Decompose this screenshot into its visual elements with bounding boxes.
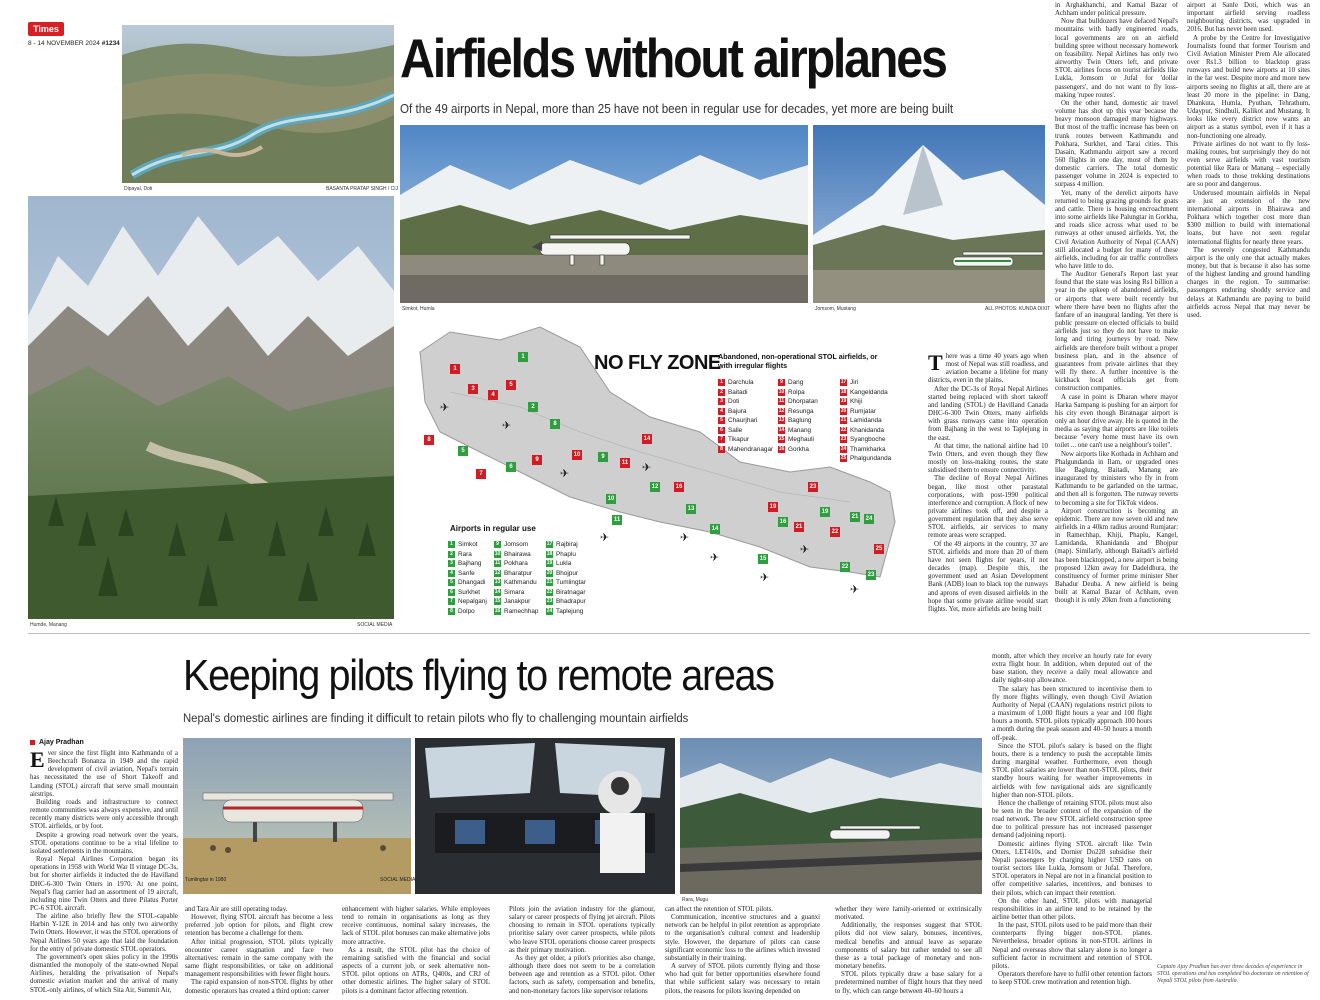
abandoned-airfield-13 bbox=[778, 416, 818, 426]
regular-airport-21 bbox=[546, 578, 586, 588]
top-body-col-3 bbox=[1187, 2, 1310, 612]
top-headline: Airfields without airplanes bbox=[400, 27, 946, 89]
credit-tumlingtar: SOCIAL MEDIA bbox=[380, 877, 416, 883]
body-paragraph: The rapid expansion of non-STOL flights by other domestic operators has created a third option: career bbox=[185, 979, 333, 995]
regular-airport-number: 10 bbox=[494, 550, 501, 557]
body-paragraph: The airline also briefly flew the STOL-capable Harbin Y-12E in 2014 and has only two airworthy Twin Otters. However, it was the STOL operations of Nepal Airlines 50 years ago that laid the foundation for the entry of private domestic STOL operators. bbox=[30, 913, 178, 953]
body-paragraph: can affect the retention of STOL pilots. bbox=[665, 906, 773, 913]
abandoned-airfield-label: Rumjatar bbox=[850, 407, 876, 415]
regular-airport-3 bbox=[448, 559, 487, 569]
regular-legend-col-1 bbox=[448, 540, 487, 616]
body-paragraph: and Tara Air are still operating today. bbox=[185, 906, 288, 913]
plane-icon: ✈ bbox=[440, 401, 450, 414]
map-marker-green-6: 6 bbox=[506, 462, 516, 472]
body-paragraph: whether they were family-oriented or extrinsically motivated. bbox=[835, 906, 982, 922]
abandoned-airfield-22 bbox=[840, 426, 891, 436]
regular-airport-number: 9 bbox=[494, 541, 501, 548]
map-marker-green-21: 21 bbox=[851, 514, 859, 520]
abandoned-airfield-label: Mahendranagar bbox=[728, 445, 774, 453]
body-paragraph: Communication, incentive structures and a guanxi network can be helpful in pilot retention as appropriate to the organisation's cultural context and leadership style. However, the departure of pilots can cause significant economic loss to the airlines which invested substantially in their training. bbox=[665, 914, 820, 962]
body-paragraph: On the other hand, domestic air travel volume has shot up this year because the heavy monsoon damaged many highways. But most of the traffic increase has been on trunk routes between Kathmandu and Pokhara, Surkhet, and Tarai cities. This Dasain, Kathmandu airport saw a record 560 flights in one day, most of them by domestic carriers. The total domestic passenger volume in 2024 is expected to surpass 4 million. bbox=[1055, 99, 1178, 189]
body-paragraph-rest: ver since the first flight into Kathmandu of a Beechcraft Bonanza in 1949 and the rapid development of civil aviation, Nepal's terrain has necessitated the use of Short Takeoff and Landing (STOL) aircraft that serve small mountain airstrips. bbox=[30, 750, 178, 798]
abandoned-airfield-number: 8 bbox=[718, 446, 725, 453]
abandoned-airfield-6 bbox=[718, 426, 773, 436]
map-marker-green-13: 13 bbox=[687, 506, 695, 512]
map-marker-red-5: 5 bbox=[506, 380, 516, 390]
byline-marker-icon bbox=[30, 740, 35, 745]
abandoned-airfield-label: Tikapur bbox=[728, 436, 750, 443]
credit-dipayal: BASANTA PRATAP SINGH / CIJ bbox=[326, 186, 399, 192]
abandoned-airfield-label: Phalgundanda bbox=[850, 455, 892, 462]
photo-rara bbox=[680, 738, 982, 894]
map-marker-red-23: 23 bbox=[809, 484, 817, 490]
regular-airport-7 bbox=[448, 597, 487, 607]
regular-airport-24 bbox=[546, 607, 586, 617]
times-logo: Times bbox=[28, 22, 64, 36]
abandoned-airfield-number: 25 bbox=[840, 455, 847, 462]
regular-airport-label: Pokhara bbox=[504, 560, 528, 567]
bottom-body-col-5 bbox=[665, 906, 820, 996]
regular-airport-number: 8 bbox=[448, 608, 455, 615]
caption-jomsom: Jomsom, Mustang bbox=[815, 306, 856, 312]
abandoned-airfield-label: Syangboche bbox=[850, 436, 886, 443]
photo-humde bbox=[28, 196, 394, 619]
abandoned-airfield-7 bbox=[718, 435, 773, 445]
map-marker-green-12: 12 bbox=[651, 484, 659, 490]
regular-airport-label: Janakpur bbox=[504, 598, 531, 605]
abandoned-airfield-17 bbox=[840, 378, 891, 388]
photo-cockpit bbox=[415, 738, 675, 894]
bottom-body-col-2 bbox=[185, 906, 333, 996]
abandoned-airfield-label: Darchula bbox=[728, 379, 754, 386]
regular-airport-label: Phaplu bbox=[556, 550, 576, 558]
regular-airport-1 bbox=[448, 540, 487, 550]
regular-airport-number: 5 bbox=[448, 579, 455, 586]
regular-airport-label: Lukla bbox=[556, 560, 572, 567]
abandoned-airfield-label: Salle bbox=[728, 426, 743, 434]
body-paragraph bbox=[928, 353, 1048, 386]
map-marker-green-8: 8 bbox=[550, 419, 560, 429]
abandoned-airfield-label: Manang bbox=[788, 426, 812, 434]
abandoned-legend-col-1 bbox=[718, 378, 773, 454]
abandoned-airfield-label: Chaurjhari bbox=[728, 417, 758, 424]
section-divider bbox=[28, 633, 1310, 634]
regular-airport-label: Bhairawa bbox=[504, 550, 531, 558]
abandoned-airfield-4 bbox=[718, 407, 773, 417]
regular-airport-label: Surkhet bbox=[458, 588, 481, 596]
abandoned-airfield-number: 18 bbox=[840, 388, 847, 395]
regular-airport-label: Dolpo bbox=[458, 607, 475, 615]
regular-legend-col-2 bbox=[494, 540, 538, 616]
plane-icon: ✈ bbox=[502, 419, 512, 432]
abandoned-airfield-number: 21 bbox=[840, 417, 847, 424]
map-marker-red-7: 7 bbox=[476, 469, 486, 479]
abandoned-airfield-label: Khiji bbox=[850, 398, 863, 405]
regular-airport-11 bbox=[494, 559, 538, 569]
issue-date: 8 - 14 NOVEMBER 2024 bbox=[28, 40, 100, 47]
regular-airport-label: Simara bbox=[504, 588, 525, 596]
drop-cap: E bbox=[30, 750, 45, 772]
regular-airport-number: 23 bbox=[546, 598, 553, 605]
issue-number: #1234 bbox=[101, 40, 120, 47]
abandoned-airfield-label: Jiri bbox=[850, 379, 859, 386]
photo-dipayal bbox=[122, 25, 394, 183]
regular-airport-label: Sanfe bbox=[458, 569, 475, 577]
abandoned-airfield-label: Baglung bbox=[788, 417, 812, 424]
body-paragraph: Of the 49 airports in the country, 37 are STOL airfields and more than 20 of them have not seen flights for years, if not decades (map). Despite this, the government used an Asian Development Bank (ADB) loan to black top the runways and aprons of even disused airfields in the hope that some private airline would start flights. Yet, more airfields are being built bbox=[928, 540, 1048, 613]
map-marker-red-3: 3 bbox=[468, 384, 478, 394]
map-marker-green-1: 1 bbox=[518, 352, 528, 362]
regular-airport-20 bbox=[546, 569, 586, 579]
body-paragraph: In the past, STOL pilots used to be paid more than their counterparts flying bigger non-STOL planes. Nevertheless, broader options in non-STOL airlines in Nepal and overseas show that salary alone is no longer a sufficient factor in recruitment and retention of STOL pilots. bbox=[992, 922, 1152, 970]
abandoned-airfield-12 bbox=[778, 407, 818, 417]
abandoned-airfield-number: 15 bbox=[778, 436, 785, 443]
bottom-body-col-8 bbox=[1157, 653, 1313, 958]
byline-name: Ajay Pradhan bbox=[39, 739, 84, 746]
body-paragraph: Additionally, the responses suggest that STOL pilots did not view salary, bonuses, incentives, medical benefits and annual leave as separate components of salary but rather tended to see all these as a total package of monetary and non-monetary benefits. bbox=[835, 922, 982, 971]
abandoned-airfield-1 bbox=[718, 378, 773, 388]
regular-airport-label: Simkot bbox=[458, 541, 478, 548]
plane-icon: ✈ bbox=[850, 583, 860, 596]
abandoned-airfield-5 bbox=[718, 416, 773, 426]
body-paragraph: Operators therefore have to fulfil other retention factors to keep STOL crew motivation and retention high. bbox=[992, 971, 1152, 987]
abandoned-airfield-number: 3 bbox=[718, 398, 725, 405]
map-marker-red-9: 9 bbox=[532, 455, 542, 465]
abandoned-airfield-8 bbox=[718, 445, 773, 455]
abandoned-airfield-25 bbox=[840, 454, 891, 464]
regular-legend-col-3 bbox=[546, 540, 586, 616]
regular-airport-number: 21 bbox=[546, 579, 553, 586]
abandoned-airfield-label: Doti bbox=[728, 398, 740, 405]
body-paragraph: New airports like Kothada in Achham and Phalgundanda in Ilam, or upgraded ones like Baglung, Baitadi, Manang are inaugurated by ministers who fly in from Kathmandu to be garlanded on the tarmac, and then all is forgotten. The runway reverts to becoming a site for TikTok videos. bbox=[1055, 450, 1178, 507]
body-paragraph: Airport construction is becoming an epidemic. There are now seven old and new airfields in a 40km radius around Rumjatar: in Ramechhap, Khiji, Phaplu, Kangel, Lamidanda, Khanidanda and Bhojpur (map). Similarly, although Baitadi's airfield has been blacktopped, a new airport is being proposed 12km away for Dadeldhura, the constituency of former prime minister Sher Bahadur Deuba. A new airfield is being built at Kamal Bazar of Achham, even though it is only 20km from a functioning bbox=[1055, 507, 1178, 605]
abandoned-airfield-label: Meghauli bbox=[788, 436, 814, 443]
regular-airport-label: Rajbiraj bbox=[556, 541, 578, 548]
map-marker-red-1: 1 bbox=[450, 364, 460, 374]
abandoned-airfield-20 bbox=[840, 407, 891, 417]
map-marker-green-15: 15 bbox=[759, 556, 767, 562]
body-paragraph: Underused mountain airfields in Nepal are just an extension of the new international airports in Bhairawa and Pokhara which together cost more than $300 million to build with international loans, but have not seen regular international flights for nearly three years. bbox=[1187, 189, 1310, 246]
abandoned-legend-col-2 bbox=[778, 378, 818, 454]
bottom-standfirst: Nepal's domestic airlines are finding it difficult to retain pilots who fly to challenging mountain airfields bbox=[183, 711, 689, 725]
map-marker-red-21: 21 bbox=[795, 524, 803, 530]
abandoned-airfield-number: 12 bbox=[778, 407, 785, 414]
map-marker-green-10: 10 bbox=[607, 496, 615, 502]
regular-airport-number: 4 bbox=[448, 570, 455, 577]
abandoned-airfield-label: Lamidanda bbox=[850, 417, 882, 424]
body-paragraph: However, flying STOL aircraft has become a less preferred job option for pilots, and flight crew retention has become a challenge for them. bbox=[185, 914, 333, 938]
regular-airport-6 bbox=[448, 588, 487, 598]
bottom-body-col-3 bbox=[342, 906, 490, 996]
map-marker-red-16: 16 bbox=[675, 484, 683, 490]
abandoned-airfield-number: 9 bbox=[778, 379, 785, 386]
body-paragraph bbox=[30, 750, 178, 799]
caption-dipayal: Dipayal, Doti bbox=[124, 186, 153, 192]
regular-airport-number: 20 bbox=[546, 569, 553, 576]
map-marker-green-11: 11 bbox=[613, 517, 621, 523]
photo-tumlingtar bbox=[183, 738, 411, 894]
regular-airport-label: Bharatpur bbox=[504, 569, 533, 577]
abandoned-airfield-number: 17 bbox=[840, 379, 847, 386]
abandoned-airfield-24 bbox=[840, 445, 891, 455]
map-marker-green-2: 2 bbox=[528, 402, 538, 412]
abandoned-airfield-number: 13 bbox=[778, 417, 785, 424]
body-paragraph: The decline of Royal Nepal Airlines began, like most other parastatal corporations, with post-1990 political interference and corruption. A flock of new private airlines took off, and despite a government regulation that they also serve STOL airfields, air services to many remote areas were scrapped. bbox=[928, 475, 1048, 540]
abandoned-airfield-9 bbox=[778, 378, 818, 388]
regular-airport-number: 18 bbox=[546, 550, 553, 557]
credit-jomsom: ALL PHOTOS: KUNDA DIXIT bbox=[985, 306, 1051, 312]
abandoned-airfield-number: 14 bbox=[778, 426, 785, 433]
abandoned-airfield-label: Kangeldanda bbox=[850, 388, 888, 396]
map-abandoned-title: Abandoned, non-operational STOL airfields, or with irregular flights bbox=[718, 352, 878, 370]
regular-airport-18 bbox=[546, 550, 586, 560]
body-paragraph: month, after which they receive an hourly rate for every extra flight hour. In addition, when deputed out of the base station, they receive a daily meal allowance and daily night-stop allowance. bbox=[992, 653, 1152, 685]
abandoned-airfield-15 bbox=[778, 435, 818, 445]
regular-airport-5 bbox=[448, 578, 487, 588]
regular-airport-label: Jomsom bbox=[504, 541, 529, 548]
regular-legend-title: Airports in regular use bbox=[450, 524, 536, 533]
abandoned-airfield-label: Gorkha bbox=[788, 445, 809, 453]
map-marker-green-14: 14 bbox=[711, 526, 719, 532]
map-title: NO FLY ZONE bbox=[594, 352, 721, 374]
body-paragraph: After initial progression, STOL pilots typically encounter career stagnation and face two alternatives: remain in the same company with the same flight responsibilities, or take on additional management responsibilities with fewer flight hours. bbox=[185, 938, 333, 979]
drop-cap: T bbox=[928, 353, 943, 375]
body-paragraph: Despite a growing road network over the years, STOL operations continue to be a vital lifeline to isolated settlements in the mountains. bbox=[30, 831, 178, 855]
abandoned-airfield-number: 4 bbox=[718, 408, 725, 415]
abandoned-airfield-label: Bajura bbox=[728, 407, 747, 415]
regular-airport-label: Taplejung bbox=[556, 607, 584, 615]
caption-rara: Rara, Mugu bbox=[682, 897, 709, 903]
abandoned-airfield-label: Khanidanda bbox=[850, 426, 885, 434]
abandoned-airfield-label: Baitadi bbox=[728, 388, 748, 396]
map-marker-red-4: 4 bbox=[488, 390, 498, 400]
top-standfirst: Of the 49 airports in Nepal, more than 25 have not been in regular use for decades, yet more are being built bbox=[400, 102, 954, 116]
map-marker-green-5: 5 bbox=[458, 446, 468, 456]
regular-airport-13 bbox=[494, 578, 538, 588]
regular-airport-number: 24 bbox=[546, 607, 553, 614]
bottom-body-col-4 bbox=[509, 906, 655, 996]
map-marker-red-19: 19 bbox=[769, 504, 777, 510]
map-marker-green-19: 19 bbox=[821, 509, 829, 515]
abandoned-airfield-10 bbox=[778, 388, 818, 398]
abandoned-airfield-label: Resunga bbox=[788, 407, 814, 415]
abandoned-airfield-14 bbox=[778, 426, 818, 436]
body-paragraph: The government's open skies policy in the 1990s dismantled the monopoly of the state-owned Nepal Airlines, heralding the privatisation of Nepal's domestic aviation market and the arrival of many STOL-only airlines, of which Sita Air, Summit Air, bbox=[30, 953, 178, 994]
caption-humde: Humde, Manang bbox=[30, 622, 67, 628]
regular-airport-19 bbox=[546, 559, 586, 569]
regular-airport-number: 16 bbox=[494, 607, 501, 614]
body-paragraph-rest: here was a time 40 years ago when most of Nepal was still roadless, and aviation became a lifeline for many districts, even in the plains. bbox=[928, 353, 1048, 385]
abandoned-airfield-19 bbox=[840, 397, 891, 407]
regular-airport-number: 3 bbox=[448, 560, 455, 567]
body-paragraph: On the other hand, STOL pilots with managerial responsibilities in an airline tend to be retained by the airline better than other pilots. bbox=[992, 897, 1152, 921]
abandoned-airfield-number: 22 bbox=[840, 426, 847, 433]
abandoned-airfield-number: 19 bbox=[840, 398, 847, 405]
abandoned-airfield-11 bbox=[778, 397, 818, 407]
abandoned-airfield-number: 16 bbox=[778, 445, 785, 452]
map-marker-green-23: 23 bbox=[867, 572, 875, 578]
abandoned-airfield-3 bbox=[718, 397, 773, 407]
regular-airport-label: Rara bbox=[458, 550, 472, 558]
regular-airport-2 bbox=[448, 550, 487, 560]
bottom-headline: Keeping pilots flying to remote areas bbox=[183, 651, 774, 700]
body-paragraph: Now that bulldozers have defaced Nepal's mountains with badly engineered roads, local governments are on an airfield building spree without necessary homework on feasibility. Nepal Airlines has only two airworthy Twin Otters left, and private STOL airlines focus on tourist airfields like Lukla, Jomsom or Jufal for 'dollar passengers', and do not want to fly loss-making 'rupee routes'. bbox=[1055, 18, 1178, 99]
abandoned-airfield-label: Thamkharka bbox=[850, 445, 886, 453]
body-paragraph: The salary has been structured to incentivise them to fly more flights willingly, even though Civil Aviation Authority of Nepal (CAAN) regulations restrict pilots to a maximum of 1,000 flight hours a year and 100 flight hours a month. STOL pilots typically approach 100 hours a month during the peak season and 40–50 hours a month off-peak. bbox=[992, 685, 1152, 742]
body-paragraph: At that time, the national airline had 10 Twin Otters, and even though they flew mostly on loss-making routes, the state subsidised them to ensure connectivity. bbox=[928, 442, 1048, 475]
body-paragraph: Yet, many of the derelict airports have returned to being grazing grounds for goats and cattle. There is housing encroachment into some airfields like Palungtar in Gorkha, and roads slice across what used to be runways at other unused airfields. Yet, the Civil Aviation Authority of Nepal (CAAN) still allocated a budget for many of these airfields, including for air traffic controllers who have little to do. bbox=[1055, 189, 1178, 270]
bottom-body-col-7 bbox=[992, 653, 1152, 998]
caption-tumlingtar: Tumlingtar in 1980 bbox=[185, 877, 227, 883]
body-paragraph: As they get older, a pilot's priorities also change, although there does not seem to be a correlation between age and retention as a STOL pilot. Other factors, such as safety, compensation and benefits, and non-monetary factors like supervisor relations bbox=[509, 954, 655, 995]
plane-icon: ✈ bbox=[680, 531, 690, 544]
plane-icon: ✈ bbox=[760, 571, 770, 584]
body-paragraph: As a result, the STOL pilot has the choice of remaining satisfied with the financial and social aspects of a current job, or seek alternative non-STOL pilot options on ATRs, Q400s, and CRJ of other domestic airlines. The higher salary of STOL pilots is a dominant factor affecting retention. bbox=[342, 946, 490, 995]
map-marker-green-16: 16 bbox=[779, 519, 787, 525]
photo-simkot bbox=[400, 125, 808, 303]
regular-airport-number: 15 bbox=[494, 598, 501, 605]
map-marker-red-22: 22 bbox=[831, 529, 839, 535]
abandoned-airfield-label: Dang bbox=[788, 379, 804, 386]
abandoned-airfield-21 bbox=[840, 416, 891, 426]
body-paragraph: enhancement with higher salaries. While employees tend to remain in organisations as long as they receive continuous, nominal salary increases, the lack of STOL pilot bonuses can make alternative jobs more attractive. bbox=[342, 906, 490, 946]
plane-icon: ✈ bbox=[642, 461, 652, 474]
abandoned-airfield-16 bbox=[778, 445, 818, 455]
author-bio: Captain Ajay Pradhan has over three decades of experience in STOL operations and has completed his doctorate on retention of Nepali STOL pilots from Australia. bbox=[1157, 964, 1309, 984]
body-paragraph: Royal Nepal Airlines Corporation began its operations in 1958 with World War II vintage DC-3s, but for shorter airfields it inducted the de Havilland DHC-6-300 Twin Otters in 1970. At one point, Nepal's flag carrier had an assortment of 19 aircraft, including nine Twin Otters and three Pilatus Porter PC-6 STOL aircraft. bbox=[30, 856, 178, 912]
regular-airport-number: 11 bbox=[494, 560, 501, 567]
top-body-col-2 bbox=[1055, 2, 1178, 612]
body-paragraph: The Auditor General's Report last year found that the state was losing Rs1 billion a year in the upkeep of abandoned airfields, or airports that were built recently but where there have been no flights after the fanfare of an inaugural landing. Yet there is public pressure on elected officials to build airfields just so they do not have to make long and tiring journeys by road. New airfields are therefore built without a proper business plan, and in the absence of guarantees from private airlines that they will fly there. A further incentive is the kickback local officials get from construction companies. bbox=[1055, 271, 1178, 393]
abandoned-airfield-number: 6 bbox=[718, 427, 725, 434]
map-marker-red-11: 11 bbox=[621, 460, 629, 466]
body-paragraph: airport at Sanfe Doti, which was an important airfield serving roadless neighbouring districts, was upgraded in 2016. But has never been used. bbox=[1187, 2, 1310, 34]
regular-airport-15 bbox=[494, 597, 538, 607]
regular-airport-17 bbox=[546, 540, 586, 550]
map-marker-red-25: 25 bbox=[875, 546, 883, 552]
regular-airport-number: 14 bbox=[494, 588, 501, 595]
body-paragraph: A probe by the Centre for Investigative Journalists found that former Tourism and Civil Aviation Minister Prem Ale allocated over Rs1.3 billion to blacktop grass runways and build new airports at 10 sites in the far west. Despite more and more new airports seeing no flights at all, there are at least 20 more in the pipeline: in Dang, Dhankuta, Humla, Pyuthan, Tehrathum, Udaypur, Sindhuli, Kalikot and Mustang. It looks like every district now wants an airport as a status symbol, even if it has a non-functioning one already. bbox=[1187, 34, 1310, 140]
body-paragraph: Building roads and infrastructure to connect remote communities was always expensive, and until recently many districts were only accessible through STOL airfields, or by foot. bbox=[30, 798, 178, 831]
abandoned-airfield-number: 24 bbox=[840, 445, 847, 452]
abandoned-airfield-number: 7 bbox=[718, 436, 725, 443]
body-paragraph: A survey of STOL pilots currently flying and those who had quit for better opportunities elsewhere found that while sufficient salary was necessary to retain pilots, the reasons for pilots leaving depended on bbox=[665, 963, 820, 995]
bottom-body-col-6 bbox=[835, 906, 982, 996]
body-paragraph: Hence the challenge of retaining STOL pilots must also be seen in the broader context of the expansion of the road network. The new STOL airfield construction spree due to political pressure has not increased passenger demand (adjoining report). bbox=[992, 799, 1152, 840]
regular-airport-number: 22 bbox=[546, 588, 553, 595]
regular-airport-label: Dhangadi bbox=[458, 579, 486, 586]
abandoned-airfield-label: Rolpa bbox=[788, 388, 805, 396]
abandoned-airfield-label: Dhorpatan bbox=[788, 398, 818, 405]
regular-airport-16 bbox=[494, 607, 538, 617]
regular-airport-number: 1 bbox=[448, 541, 455, 548]
regular-airport-23 bbox=[546, 597, 586, 607]
plane-icon: ✈ bbox=[800, 543, 810, 556]
abandoned-airfield-number: 5 bbox=[718, 417, 725, 424]
body-paragraph: The severely congested Kathmandu airport is the only one that actually makes money, but that is because it also has some of the highest landing and ground handling charges in the region. To summarise: passengers enduring shoddy service and delays at Kathmandu are paying to build airfields across Nepal that may never be used. bbox=[1187, 246, 1310, 319]
map-marker-red-10: 10 bbox=[573, 452, 581, 458]
body-paragraph: STOL pilots typically draw a base salary for a predetermined number of flight hours that they need to fly, which can range between 40–60 hours a bbox=[835, 971, 982, 995]
regular-airport-label: Biratnagar bbox=[556, 588, 586, 596]
abandoned-airfield-number: 1 bbox=[718, 379, 725, 386]
regular-airport-label: Bhojpur bbox=[556, 569, 579, 577]
body-paragraph: in Arghakhanchi, and Kamal Bazar of Achham under political pressure. bbox=[1055, 2, 1178, 18]
bottom-body-col-1 bbox=[30, 750, 178, 996]
map-marker-red-8: 8 bbox=[424, 435, 434, 445]
abandoned-airfield-number: 2 bbox=[718, 389, 725, 396]
plane-icon: ✈ bbox=[710, 551, 720, 564]
top-body-col-1 bbox=[928, 353, 1048, 617]
regular-airport-8 bbox=[448, 607, 487, 617]
body-paragraph: Domestic airlines flying STOL aircraft like Twin Otters, LET410s, and Dornier Do228 subsidise their Nepali passengers by charging higher USD rates on tourist sectors like Lukla, Jomsom or Jufal. Therefore, STOL operators in Nepal are not in a financial position to offer competitive salaries, incentives, and bonuses to their pilots, which can impact their retention. bbox=[992, 840, 1152, 897]
map-marker-green-22: 22 bbox=[841, 564, 849, 570]
regular-airport-number: 13 bbox=[494, 579, 501, 586]
body-paragraph: Since the STOL pilot's salary is based on the flight hours, there is a tendency to push the acceptable limits during marginal weather. Furthermore, even though STOL pilot salaries are lower than non-STOL pilots, their standby hours waiting for weather improvements in airfields with few navigational aids are significantly higher than non-STOL pilots. bbox=[992, 742, 1152, 799]
map-marker-green-9: 9 bbox=[598, 452, 608, 462]
regular-airport-22 bbox=[546, 588, 586, 598]
regular-airport-label: Bhadrapur bbox=[556, 598, 586, 605]
regular-airport-label: Ramechhap bbox=[504, 607, 539, 615]
regular-airport-label: Nepalganj bbox=[458, 598, 487, 605]
body-paragraph: A case in point is Dharan where mayor Harka Sampang is pushing for an airport for his city even though Biratnagar airport is only an hour drive away. He is quoted in the media as saying that airports are like toilets because "every home must have its own toilet ... one can't use a neighbour's toilet". bbox=[1055, 393, 1178, 450]
regular-airport-number: 7 bbox=[448, 598, 455, 605]
plane-icon: ✈ bbox=[560, 467, 570, 480]
issue-info bbox=[28, 40, 120, 47]
regular-airport-10 bbox=[494, 550, 538, 560]
regular-airport-label: Bajhang bbox=[458, 560, 482, 567]
regular-airport-9 bbox=[494, 540, 538, 550]
regular-airport-label: Tumlingtar bbox=[556, 579, 586, 586]
plane-icon: ✈ bbox=[600, 531, 610, 544]
regular-airport-14 bbox=[494, 588, 538, 598]
regular-airport-number: 2 bbox=[448, 551, 455, 558]
abandoned-airfield-number: 20 bbox=[840, 407, 847, 414]
regular-airport-number: 12 bbox=[494, 569, 501, 576]
map-marker-green-24: 24 bbox=[865, 516, 873, 522]
abandoned-airfield-23 bbox=[840, 435, 891, 445]
caption-simkot: Simkot, Humla bbox=[402, 306, 435, 312]
body-paragraph: Private airlines do not want to fly loss-making routes, but surprisingly they do not even serve airfields with vast tourism potential like Rara or Manang – especially when roads to those trekking destinations are so poor and dangerous. bbox=[1187, 140, 1310, 189]
abandoned-airfield-number: 11 bbox=[778, 398, 785, 405]
regular-airport-label: Kathmandu bbox=[504, 579, 537, 586]
regular-airport-12 bbox=[494, 569, 538, 579]
photo-jomsom bbox=[813, 125, 1045, 303]
regular-airport-4 bbox=[448, 569, 487, 579]
body-paragraph: Pilots join the aviation industry for the glamour, salary or career prospects of flying jet aircraft. Pilots choosing to remain in STOL operations typically prioritise salary over career prospects, while pilots who leave STOL operations choose career prospects as their primary motivation. bbox=[509, 906, 655, 954]
abandoned-airfield-number: 23 bbox=[840, 436, 847, 443]
map-marker-red-14: 14 bbox=[643, 436, 651, 442]
abandoned-airfield-number: 10 bbox=[778, 388, 785, 395]
regular-airport-number: 19 bbox=[546, 560, 553, 567]
abandoned-airfield-2 bbox=[718, 388, 773, 398]
byline bbox=[30, 739, 84, 746]
body-paragraph: After the DC-3s of Royal Nepal Airlines started being replaced with short takeoff and landing (STOL) de Havilland Canada DHC-6-300 Twin Otters, many airfields with grass runways came into operation from Bajhang in the west to Taplejung in the east. bbox=[928, 385, 1048, 442]
abandoned-legend-col-3 bbox=[840, 378, 891, 464]
regular-airport-number: 6 bbox=[448, 589, 455, 596]
abandoned-airfield-18 bbox=[840, 388, 891, 398]
regular-airport-number: 17 bbox=[546, 541, 553, 548]
credit-humde: SOCIAL MEDIA bbox=[357, 622, 393, 628]
